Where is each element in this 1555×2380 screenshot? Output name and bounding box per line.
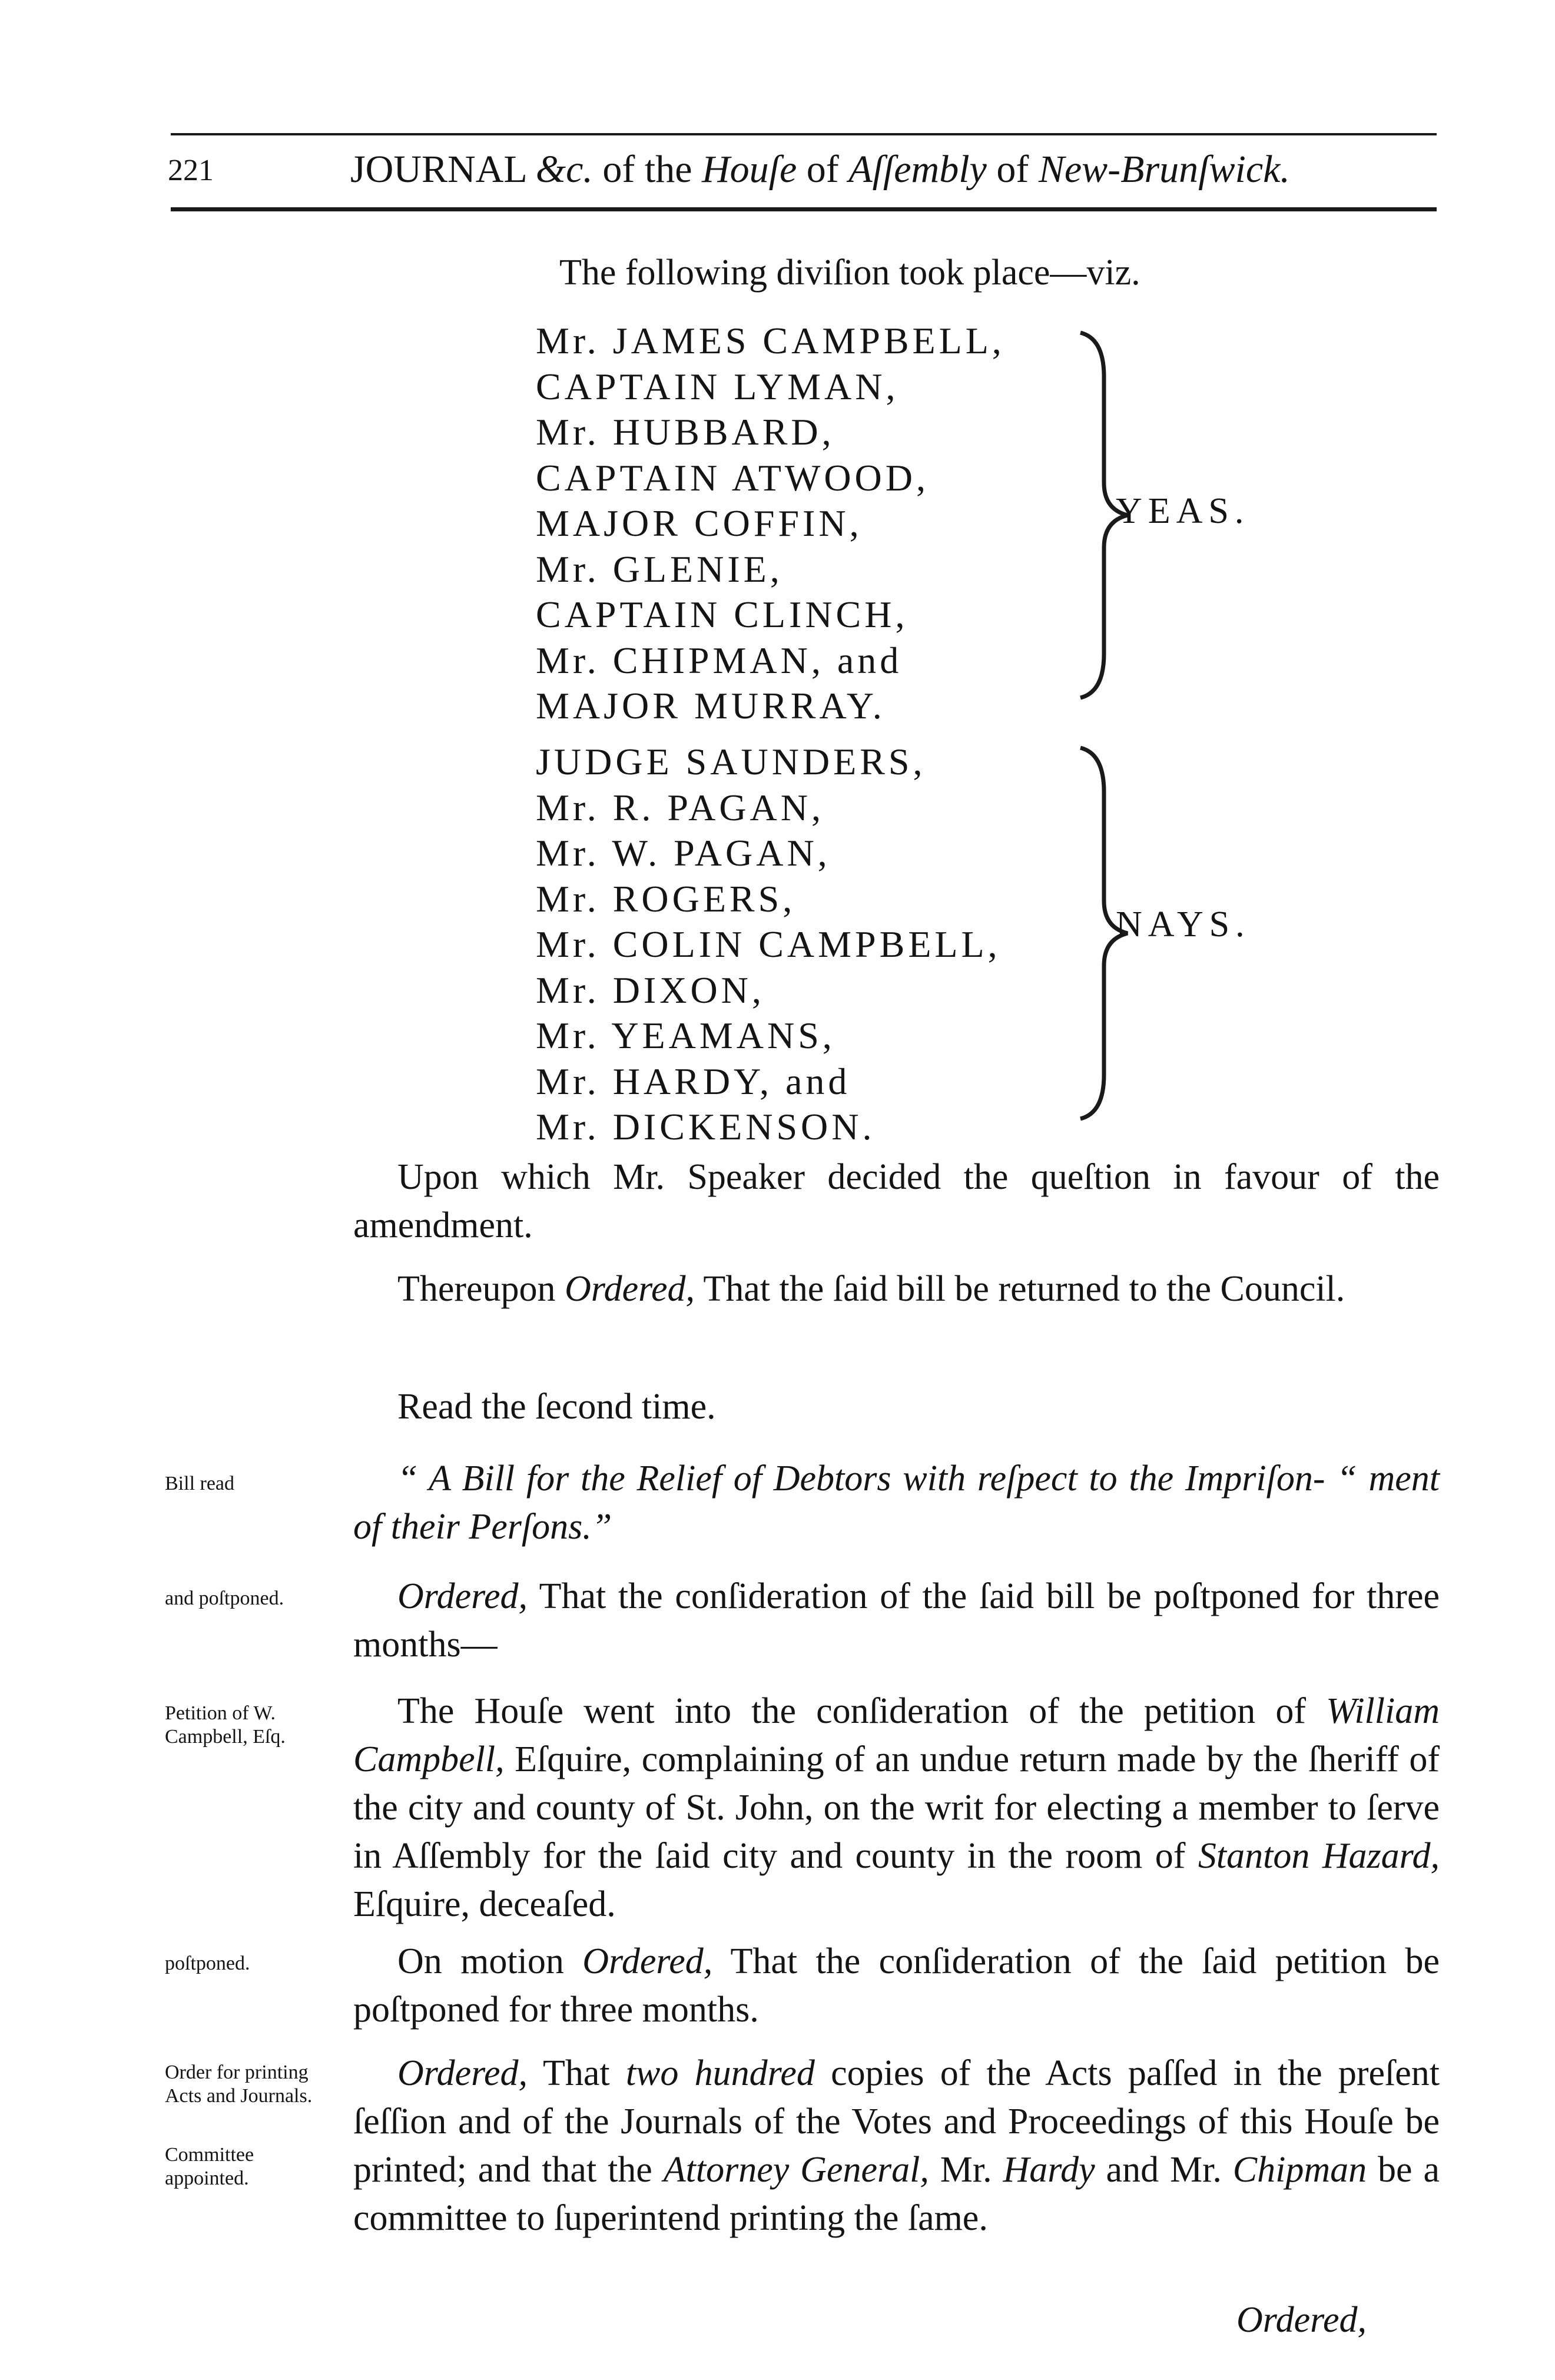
paragraph-text: That the ſaid bill be returned to the Council.	[695, 1269, 1345, 1309]
yeas-member-list	[536, 318, 1005, 729]
paragraph-text: Read the ſecond time.	[397, 1387, 716, 1427]
nays-member: Mr. HARDY, and	[536, 1060, 851, 1102]
paragraph-text: Eſquire, deceaſed.	[353, 1884, 616, 1924]
nays-member: Mr. COLIN CAMPBELL,	[536, 923, 1001, 965]
nays-member: Mr. DICKENSON.	[536, 1106, 876, 1148]
yeas-member: CAPTAIN ATWOOD,	[536, 456, 929, 499]
margin-note-petition: Petition of W. Campbell, Eſq.	[165, 1702, 286, 1748]
margin-note-bill-read: Bill read	[165, 1473, 235, 1494]
running-title	[350, 147, 1290, 192]
yeas-member: CAPTAIN LYMAN,	[536, 365, 899, 407]
paragraph-text	[353, 2053, 528, 2093]
petition-paragraph	[353, 1687, 1440, 1928]
returned-to-council-paragraph	[353, 1265, 1440, 1313]
paragraph-text: Eſquire, complaining of an undue return made by the ſheriff of the city and county of St. John, on the writ for electing a member to ſerve in Aſſembly for the ſaid city and county in the room of	[353, 1739, 1440, 1876]
bill-title: “ A Bill for the Relief of Debtors with reſpect to the Impriſon- “ ment of their Perſons.”	[353, 1459, 1440, 1547]
ordered-word: Ordered,	[397, 1576, 528, 1616]
paragraph-text: Thereupon	[397, 1269, 565, 1309]
ordered-word: Ordered,	[397, 2053, 528, 2093]
title-part: of the	[592, 148, 702, 191]
speaker-decision-paragraph	[353, 1153, 1440, 1249]
paragraph-text: Mr.	[929, 2150, 1003, 2190]
member-chipman: Chipman	[1232, 2150, 1367, 2190]
ordered-word: Ordered,	[582, 1941, 713, 1981]
paragraph-text: That the conſideration of the ſaid bill be poſtponed for three months—	[353, 1576, 1440, 1665]
page-number: 221	[168, 154, 214, 187]
paragraph-text: That the conſideration of the ſaid petition be poſtponed for three months.	[353, 1941, 1440, 2030]
deceased-member-name: Stanton Hazard,	[1198, 1836, 1440, 1876]
running-header	[168, 147, 1440, 194]
bill-postponed-paragraph	[353, 1572, 1440, 1669]
petition-postponed-paragraph	[353, 1937, 1440, 2034]
paragraph-text: copies of the Acts paſſed in the preſent ſeſſion and of the Journals of the Votes and Proceedings of this Houſe be printed; and that the	[353, 2053, 1440, 2190]
nays-member: Mr. ROGERS,	[536, 877, 796, 920]
bill-title-paragraph	[353, 1454, 1440, 1551]
margin-note-postponed: poſtponed.	[165, 1953, 250, 1974]
title-part: of	[986, 148, 1039, 191]
yeas-member: Mr. CHIPMAN, and	[536, 639, 903, 681]
paragraph-text: On motion	[397, 1941, 583, 1981]
petitioner-name: William Campbell,	[353, 1691, 1440, 1779]
nays-member: Mr. W. PAGAN,	[536, 832, 831, 874]
copy-count: two hundred	[625, 2053, 815, 2093]
paragraph-text: That	[527, 2053, 626, 2093]
nays-member: Mr. DIXON,	[536, 969, 765, 1011]
paragraph-text: Upon which Mr. Speaker decided the queſtion in favour of the amendment.	[353, 1157, 1440, 1245]
nays-member: JUDGE SAUNDERS,	[536, 741, 926, 783]
division-intro: The following diviſion took place—viz.	[559, 253, 1140, 293]
nays-label: NAYS.	[1116, 904, 1251, 944]
margin-note-committee: Committee appointed.	[165, 2144, 254, 2189]
yeas-member: CAPTAIN CLINCH,	[536, 594, 909, 635]
header-bottom-rule	[171, 207, 1437, 211]
header-top-rule	[171, 133, 1437, 135]
yeas-member: Mr. HUBBARD,	[536, 411, 835, 453]
member-hardy: Hardy	[1003, 2150, 1095, 2190]
nays-member: Mr. YEAMANS,	[536, 1015, 835, 1056]
paragraph-text	[353, 1576, 528, 1616]
margin-note-order-printing: Order for printing Acts and Journals.	[165, 2061, 313, 2107]
nays-member: Mr. R. PAGAN,	[536, 786, 824, 828]
printing-order-paragraph	[353, 2049, 1440, 2242]
title-part: of	[797, 148, 849, 191]
title-assembly: Aſſembly	[848, 148, 987, 191]
ordered-word: Ordered,	[565, 1269, 695, 1309]
title-part: JOURNAL	[350, 148, 536, 191]
paragraph-text: The Houſe went into the conſideration of the petition of	[397, 1691, 1327, 1731]
nays-member-list	[536, 739, 1001, 1150]
attorney-general: Attorney General,	[663, 2150, 929, 2190]
title-province: New-Brunſwick.	[1038, 148, 1290, 191]
yeas-label: YEAS.	[1116, 491, 1250, 531]
paragraph-text: be a committee to ſuperintend printing the ſame.	[353, 2150, 1440, 2238]
yeas-member: MAJOR COFFIN,	[536, 502, 863, 544]
title-house: Houſe	[701, 148, 797, 191]
paragraph-text: and Mr.	[1095, 2150, 1233, 2190]
yeas-member: Mr. GLENIE,	[536, 548, 783, 590]
second-reading-paragraph	[353, 1383, 1440, 1431]
yeas-member: Mr. JAMES CAMPBELL,	[536, 320, 1005, 362]
margin-note-and-postponed: and poſtponed.	[165, 1587, 284, 1609]
catchword: Ordered,	[1236, 2300, 1367, 2340]
yeas-member: MAJOR MURRAY.	[536, 685, 886, 727]
title-etc: &c.	[535, 148, 593, 191]
